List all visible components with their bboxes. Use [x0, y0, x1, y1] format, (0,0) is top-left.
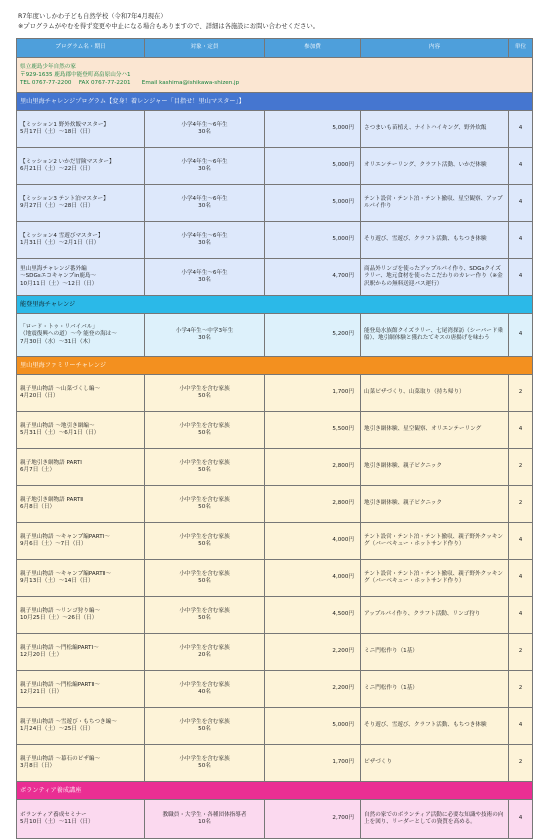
program-name-line: 5月31日（土）～6月1日（日） [20, 430, 100, 436]
fee-cell: 4,000円 [265, 523, 361, 560]
section-title: 里山里海ファミリーチャレンジ [17, 357, 533, 375]
fee-cell: 4,000円 [265, 560, 361, 597]
content-cell [361, 148, 509, 185]
content-cell [361, 222, 509, 259]
column-header-fee: 参加費 [265, 39, 361, 58]
target-line: 20名 [198, 652, 211, 658]
program-name-line: 里山里海チャレンジ番外編 [20, 265, 87, 272]
column-header-program: プログラム名・期日 [17, 39, 145, 58]
program-name-cell [17, 745, 145, 782]
content-cell [361, 597, 509, 634]
content-cell [361, 560, 509, 597]
target-line: 小中学生を含む家族 [179, 496, 230, 503]
content-cell [361, 412, 509, 449]
target-cell [145, 259, 265, 296]
target-cell [145, 449, 265, 486]
program-name-line: （地震復興への道）～今 能登の海は～ [20, 331, 117, 338]
program-name-line: 親子里山物語 ～山菜づくし編～ [20, 385, 101, 392]
program-name-line: ボランティア養成セミナー [20, 811, 87, 818]
facility-address: 〒929-1635 鹿島郡中能登町髙畠原山分ハ1 [20, 72, 131, 78]
facility-info-row [17, 58, 533, 93]
fee-cell: 5,200円 [265, 314, 361, 357]
content-cell [361, 708, 509, 745]
program-name-line: 親子里山物語 ～キャンプ編PARTⅠ～ [20, 533, 110, 540]
fee-cell: 4,700円 [265, 259, 361, 296]
document-title: R7年度いしかわ子ども自然学校（令和7年4月現在） [18, 13, 167, 20]
program-name-line: 10月11日（土）～12日（日） [20, 280, 98, 287]
table-row [17, 800, 533, 839]
fee-cell: 1,700円 [265, 745, 361, 782]
table-row [17, 634, 533, 671]
program-name-cell [17, 523, 145, 560]
target-line: 50名 [198, 541, 211, 547]
program-name-line: 「ロード・トゥ・リバイバル」 [20, 323, 98, 330]
content-cell [361, 800, 509, 839]
target-line: 50名 [198, 393, 211, 399]
target-line: 50名 [198, 430, 211, 436]
unit-cell: 4 [509, 523, 533, 560]
target-line: 小中学生を含む家族 [179, 718, 230, 725]
column-header-content: 内容 [361, 39, 509, 58]
fee-cell: 2,200円 [265, 671, 361, 708]
table-row [17, 111, 533, 148]
content-line: 地引き網体験、星空観察、オリエンテーリング [364, 426, 482, 433]
content-cell [361, 745, 509, 782]
content-line: オリエンテーリング、クラフト活動、いかだ体験 [364, 162, 487, 169]
target-line: 小学4年生～6年生 [181, 195, 228, 202]
program-name-line: 【ミッション2 いかだ冒険マスター】 [20, 158, 115, 165]
target-line: 小中学生を含む家族 [179, 459, 230, 466]
program-name-cell [17, 634, 145, 671]
section-header-row [17, 782, 533, 800]
unit-cell: 4 [509, 800, 533, 839]
program-name-line: 親子里山物語 ～門松編PARTⅠ～ [20, 644, 99, 651]
program-name-cell [17, 560, 145, 597]
target-line: 50名 [198, 615, 211, 621]
program-name-line: 親子里山物語 ～門松編PARTⅡ～ [20, 681, 100, 688]
fee-cell: 5,000円 [265, 185, 361, 222]
content-cell [361, 486, 509, 523]
target-line: 小中学生を含む家族 [179, 681, 230, 688]
fee-cell: 5,500円 [265, 412, 361, 449]
content-line: そり遊び、雪遊び、クラフト活動、もちつき体験 [364, 722, 487, 729]
target-cell [145, 671, 265, 708]
program-name-cell [17, 148, 145, 185]
content-cell [361, 671, 509, 708]
target-line: 30名 [198, 203, 211, 209]
target-cell [145, 745, 265, 782]
fee-cell: 5,000円 [265, 111, 361, 148]
target-cell [145, 222, 265, 259]
program-name-line: 5月10日（土）～11日（日） [20, 819, 94, 825]
table-row [17, 148, 533, 185]
table-row [17, 259, 533, 296]
program-name-cell [17, 800, 145, 839]
fee-cell: 1,700円 [265, 375, 361, 412]
target-cell [145, 634, 265, 671]
unit-cell: 2 [509, 634, 533, 671]
target-line: 小中学生を含む家族 [179, 570, 230, 577]
target-cell [145, 412, 265, 449]
content-line: テント設営・テント泊・テント撤収、親子野外クッキング（バーベキュー・ホットサンド作り） [364, 570, 503, 584]
content-line: ミニ門松作り（1基） [364, 685, 418, 692]
target-line: 小学4年生～6年生 [181, 158, 228, 165]
target-cell [145, 597, 265, 634]
program-name-cell [17, 222, 145, 259]
content-line: さつまいも苗植え、ナイトハイキング、野外炊飯 [364, 125, 487, 132]
facility-name: 県立鹿島少年自然の家 [20, 64, 76, 70]
table-row [17, 375, 533, 412]
target-line: 小学4年生～6年生 [181, 121, 228, 128]
program-name-line: 親子里山物語 ～地引き網編～ [20, 422, 95, 429]
section-header-row [17, 93, 533, 111]
target-cell [145, 148, 265, 185]
program-name-cell [17, 259, 145, 296]
facility-contact: TEL 0767-77-2200 FAX 0767-77-2201 Email kashima@ishikawa-shizen.jp [20, 80, 240, 86]
target-line: 小学4年生～6年生 [181, 269, 228, 276]
unit-cell: 2 [509, 375, 533, 412]
program-name-line: 【ミッション3 テント泊マスター】 [20, 195, 109, 202]
table-row [17, 560, 533, 597]
target-line: 小中学生を含む家族 [179, 607, 230, 614]
table-row [17, 185, 533, 222]
table-row [17, 523, 533, 560]
program-name-line: 【ミッション4 雪遊びマスター】 [20, 232, 104, 239]
target-cell [145, 375, 265, 412]
program-name-line: 10月25日（土）～26日（日） [20, 615, 98, 621]
table-row [17, 222, 533, 259]
program-table [16, 38, 533, 839]
table-row [17, 412, 533, 449]
content-cell [361, 259, 509, 296]
fee-cell: 5,000円 [265, 708, 361, 745]
content-line: 地引き網体験、親子ピクニック [364, 463, 442, 470]
target-line: 10名 [198, 819, 211, 825]
program-name-line: 1月24日（土）～25日（日） [20, 726, 94, 732]
fee-cell: 5,000円 [265, 148, 361, 185]
program-name-line: 6月21日（土）～22日（日） [20, 166, 94, 172]
unit-cell: 4 [509, 314, 533, 357]
unit-cell: 4 [509, 412, 533, 449]
program-name-cell [17, 449, 145, 486]
section-header-row [17, 357, 533, 375]
content-cell [361, 375, 509, 412]
program-name-line: 親子地引き網物語 PARTⅠ [20, 459, 82, 466]
target-line: 50名 [198, 467, 211, 473]
program-name-cell [17, 185, 145, 222]
content-line: 自然の家でのボランティア活動に必要な知識や技術の向上を図り、リーダーとしての資質を高める。 [364, 811, 504, 825]
content-cell [361, 314, 509, 357]
program-name-line: 12月20日（土） [20, 652, 63, 658]
table-row [17, 745, 533, 782]
target-line: 30名 [198, 277, 211, 283]
program-name-line: ～SDGsエコキャンプin鹿島～ [20, 273, 97, 280]
unit-cell: 4 [509, 185, 533, 222]
target-line: 小中学生を含む家族 [179, 644, 230, 651]
fee-cell: 2,800円 [265, 449, 361, 486]
target-line: 小中学生を含む家族 [179, 385, 230, 392]
program-name-line: 親子地引き網物語 PARTⅡ [20, 496, 84, 503]
target-line: 30名 [198, 129, 211, 135]
target-cell [145, 486, 265, 523]
program-name-cell [17, 314, 145, 357]
unit-cell: 2 [509, 486, 533, 523]
table-row [17, 314, 533, 357]
unit-cell: 4 [509, 560, 533, 597]
program-name-line: 12月21日（日） [20, 689, 63, 695]
target-line: 小中学生を含む家族 [179, 755, 230, 762]
target-line: 小中学生を含む家族 [179, 422, 230, 429]
program-name-cell [17, 412, 145, 449]
program-name-line: 1月31日（土）～2月1日（日） [20, 240, 100, 246]
content-line: テント設営・テント泊・テント撤収、星空観察、アップルパイ作り [364, 195, 503, 209]
notice-text: ※プログラムがやむを得ず変更や中止になる場合もありますので、詳細は各施設にお問い合わせください。 [18, 23, 320, 30]
table-row [17, 486, 533, 523]
column-header-target: 対象・定員 [145, 39, 265, 58]
fee-cell: 2,800円 [265, 486, 361, 523]
unit-cell: 4 [509, 222, 533, 259]
unit-cell: 2 [509, 671, 533, 708]
program-name-line: 親子里山物語 ～雪遊び・もちつき編～ [20, 718, 117, 725]
target-line: 50名 [198, 504, 211, 510]
fee-cell: 4,500円 [265, 597, 361, 634]
content-line: アップルパイ作り、クラフト活動、リンゴ狩り [364, 611, 481, 618]
target-line: 小学4年生～中学3年生 [175, 327, 234, 334]
unit-cell: 4 [509, 708, 533, 745]
content-line: テント設営・テント泊・テント撤収、親子野外クッキング（バーベキュー・ホットサンド作り） [364, 533, 503, 547]
program-name-cell [17, 708, 145, 745]
program-name-cell [17, 375, 145, 412]
program-name-line: 6月8日（日） [20, 504, 56, 510]
table-row [17, 708, 533, 745]
target-cell [145, 185, 265, 222]
section-title: 能登里海チャレンジ [17, 296, 533, 314]
program-name-line: 9月6日（土）～7日（日） [20, 541, 87, 547]
content-cell [361, 111, 509, 148]
table-row [17, 597, 533, 634]
unit-cell: 4 [509, 597, 533, 634]
unit-cell: 4 [509, 259, 533, 296]
section-header-row [17, 296, 533, 314]
content-cell [361, 523, 509, 560]
content-line: そり遊び、雪遊び、クラフト活動、もちつき体験 [364, 236, 487, 243]
target-cell [145, 523, 265, 560]
content-cell [361, 634, 509, 671]
unit-cell: 2 [509, 745, 533, 782]
content-line: ミニ門松作り（1基） [364, 648, 418, 655]
table-row [17, 671, 533, 708]
target-cell [145, 560, 265, 597]
target-line: 50名 [198, 763, 211, 769]
content-cell [361, 449, 509, 486]
content-line: 山菜ピザづくり、山菜取り（持ち帰り） [364, 389, 465, 396]
program-name-line: 親子里山物語 ～キャンプ編PARTⅡ～ [20, 570, 111, 577]
target-cell [145, 800, 265, 839]
content-line: ピザづくり [364, 759, 392, 766]
program-name-line: 3月8日（日） [20, 763, 56, 769]
fee-cell: 2,700円 [265, 800, 361, 839]
target-line: 小中学生を含む家族 [179, 533, 230, 540]
target-line: 30名 [198, 240, 211, 246]
target-cell [145, 111, 265, 148]
section-title: 里山里海チャレンジプログラム【変身！着レンジャー「目指せ！里山マスター」】 [17, 93, 533, 111]
unit-cell: 2 [509, 449, 533, 486]
target-line: 30名 [198, 335, 211, 341]
section-title: ボランティア養成講座 [17, 782, 533, 800]
program-name-line: 【ミッション1 野外炊飯マスター】 [20, 121, 110, 128]
target-line: 50名 [198, 726, 211, 732]
content-line: 地引き網体験、親子ピクニック [364, 500, 442, 507]
fee-cell: 2,200円 [265, 634, 361, 671]
target-cell [145, 314, 265, 357]
table-row [17, 449, 533, 486]
content-cell [361, 185, 509, 222]
unit-cell: 4 [509, 111, 533, 148]
program-name-cell [17, 597, 145, 634]
target-line: 教職員・大学生・各種団体指導者 [162, 811, 247, 818]
unit-cell: 4 [509, 148, 533, 185]
program-name-cell [17, 671, 145, 708]
program-name-cell [17, 486, 145, 523]
facility-info-cell [17, 58, 533, 93]
program-name-line: 親子里山物語 ～リンゴ狩り編～ [20, 607, 101, 614]
program-name-cell [17, 111, 145, 148]
target-line: 小学4年生～6年生 [181, 232, 228, 239]
program-name-line: 9月27日（土）～28日（日） [20, 203, 94, 209]
program-name-line: 5月17日（土）～18日（日） [20, 129, 94, 135]
content-line: 商品外リンゴを使ったアップルパイ作り、SDGsクイズラリー、地元食材を使ったこだわりのカレー作り（※金沢駅からの無料送迎バス運行） [364, 265, 503, 287]
target-line: 30名 [198, 166, 211, 172]
fee-cell: 5,000円 [265, 222, 361, 259]
content-line: 能登島水族館クイズラリー、七尾湾探訪（シーバード乗船）、地引網体験と獲れたてキスの唐揚げを味わう [364, 327, 504, 341]
program-name-line: 6月7日（土） [20, 467, 56, 473]
program-name-line: 9月13日（土）～14日（日） [20, 578, 94, 584]
target-line: 50名 [198, 578, 211, 584]
target-cell [145, 708, 265, 745]
table-header-row [17, 39, 533, 58]
program-name-line: 4月20日（日） [20, 393, 59, 399]
target-line: 40名 [198, 689, 211, 695]
program-name-line: 7月30日（水）～31日（木） [20, 338, 94, 345]
column-header-unit: 単位 [509, 39, 533, 58]
program-name-line: 親子里山物語 ～幕石のピザ編～ [20, 755, 101, 762]
